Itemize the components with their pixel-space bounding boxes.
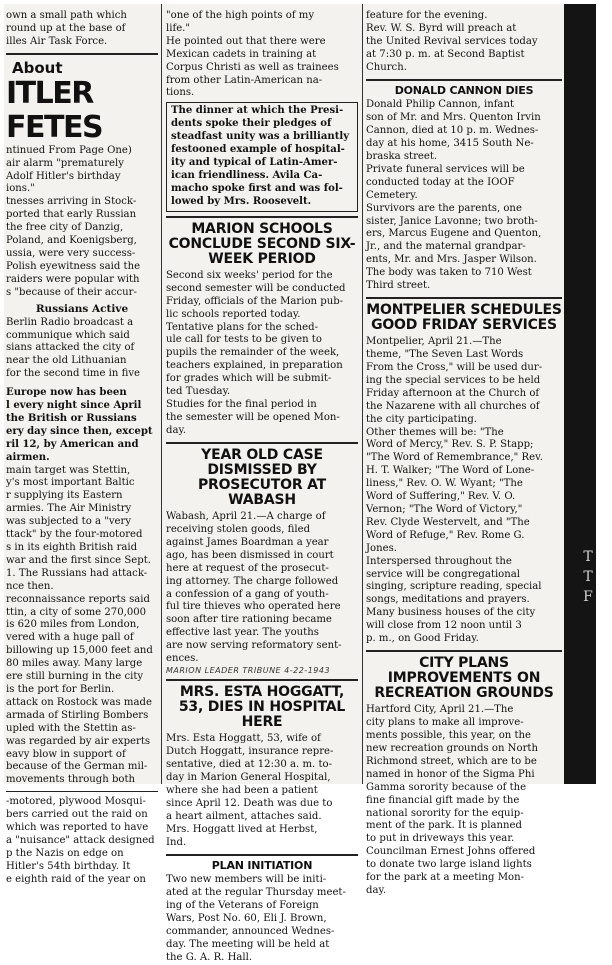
text-line: upled with the Stettin as- xyxy=(6,722,136,734)
text-line: for the second time in five xyxy=(6,368,141,380)
text-line: Polish eyewitness said the xyxy=(6,260,141,272)
text-line: He pointed out that there were xyxy=(166,35,326,47)
text-line: life." xyxy=(166,22,191,34)
col3-rule-3 xyxy=(366,650,562,652)
text-line: day. The meeting will be held at xyxy=(166,938,330,950)
text-line: Adolf Hitler's birthday xyxy=(6,170,121,182)
text-line: From the Cross," will be used dur- xyxy=(366,362,543,374)
text-line: y's most important Baltic xyxy=(6,477,135,489)
text-line: Wabash, April 21.—A charge of xyxy=(166,511,326,523)
col1-body-1 xyxy=(6,145,158,300)
col1-body-3 xyxy=(6,465,158,788)
text-line: teachers explained, in preparation xyxy=(166,360,343,372)
text-line: nce then. xyxy=(6,580,54,592)
text-line: ments possible, this year, on the xyxy=(366,730,532,742)
handwritten-source-note: MARION LEADER TRIBUNE 4-22-1943 xyxy=(166,666,331,676)
newspaper-clipping xyxy=(4,4,596,963)
text-line: eavy blow in support of xyxy=(6,748,126,760)
text-line: to put in driveways this year. xyxy=(366,833,515,845)
text-line: round up at the base of xyxy=(6,22,126,34)
text-line: from other Latin-American na- xyxy=(166,74,323,86)
story-city-plans xyxy=(366,704,562,898)
text-line: Second six weeks' period for the xyxy=(166,269,333,281)
text-line: for the park at a meeting Mon- xyxy=(366,872,525,884)
text-line: which was reported to have xyxy=(6,822,149,834)
col2-top-text xyxy=(166,10,358,100)
text-line: ere still burning in the city xyxy=(6,671,144,683)
text-line: since April 12. Death was due to xyxy=(166,797,333,809)
text-line: ule call for tests to be given to xyxy=(166,334,322,346)
scan-edge-dark-bar xyxy=(564,4,596,784)
text-line: Rev. W. S. Byrd will preach at xyxy=(366,22,517,34)
text-line: Berlin Radio broadcast a xyxy=(6,316,134,328)
text-line: macho spoke first and was fol- xyxy=(171,182,343,194)
text-line: pupils the remainder of the week, xyxy=(166,347,340,359)
text-line: Gamma sorority because of the xyxy=(366,781,527,793)
text-line: Donald Philip Cannon, infant xyxy=(366,99,515,111)
text-line: ussia, were very success- xyxy=(6,247,136,259)
col2-boxed-text xyxy=(171,105,353,208)
text-line: reconnaissance reports said xyxy=(6,593,150,605)
text-line: raiders were popular with xyxy=(6,273,140,285)
text-line: singing, scripture reading, special xyxy=(366,581,542,593)
text-line: The body was taken to 710 West xyxy=(366,267,532,279)
text-line: armies. The Air Ministry xyxy=(6,503,132,515)
text-line: braska street. xyxy=(366,151,438,163)
text-line: Mexican cadets in training at xyxy=(166,48,317,60)
text-line: Hartford City, April 21.—The xyxy=(366,704,514,716)
text-line: ril 12, by American and xyxy=(6,438,139,450)
text-line: sentative, died at 12:30 a. m. to- xyxy=(166,759,332,771)
text-line: s in its eighth British raid xyxy=(6,542,138,553)
text-line: Ind. xyxy=(166,836,187,848)
text-line: movements through both xyxy=(6,774,136,786)
text-line: Other themes will be: "The xyxy=(366,426,504,438)
text-line: Cemetery. xyxy=(366,189,418,201)
text-line: the city participating. xyxy=(366,413,477,425)
text-line: songs, meditations and prayers. xyxy=(366,594,530,606)
text-line: ful tire thieves who operated here xyxy=(166,601,341,613)
text-line: was subjected to a "very xyxy=(6,516,132,528)
text-line: Word of Suffering," Rev. V. O. xyxy=(366,491,516,503)
headline-montpelier: MONTPELIER SCHEDULES GOOD FRIDAY SERVICES xyxy=(366,302,562,334)
column-divider-1 xyxy=(161,4,162,784)
text-line: Friday afternoon at the Church of xyxy=(366,387,540,399)
col2-rule-4 xyxy=(166,854,358,856)
col1-body-2 xyxy=(6,317,158,382)
column-divider-2 xyxy=(362,4,363,784)
story-marion-schools xyxy=(166,270,358,438)
text-line: Word of Refuge," Rev. Rome G. xyxy=(366,529,525,541)
text-line: festooned example of hospital- xyxy=(171,144,345,156)
text-line: sister, Janice Lavonne; two broth- xyxy=(366,215,538,227)
text-line: 80 miles away. Many large xyxy=(6,658,143,670)
col1-rule xyxy=(6,53,158,55)
text-line: is the port for Berlin. xyxy=(6,683,115,695)
text-line: effective last year. The youths xyxy=(166,627,319,639)
text-line: Vernon; "The Word of Victory," xyxy=(366,504,523,515)
text-line: ers, Marcus Eugene and Quenton, xyxy=(366,228,542,240)
text-line: l every night since April xyxy=(6,400,142,412)
text-line: the British or Russians xyxy=(6,412,137,424)
text-line: Europe now has been xyxy=(6,387,127,399)
text-line: ttack" by the four-motored xyxy=(6,529,143,541)
col3-rule-1 xyxy=(366,79,562,81)
text-line: ions." xyxy=(6,183,35,195)
text-line: war and the first since Sept. xyxy=(6,554,151,566)
text-line: r supplying its Eastern xyxy=(6,490,123,502)
text-line: near the old Lithuanian xyxy=(6,355,127,367)
text-line: soon after tire rationing became xyxy=(166,614,332,626)
text-line: 1. The Russians had attack- xyxy=(6,567,148,579)
text-line: against James Boardman a year xyxy=(166,536,329,548)
column-middle xyxy=(166,10,358,965)
text-line: Tentative plans for the sched- xyxy=(166,321,319,333)
column-hitler-fetes xyxy=(6,10,158,887)
text-line: Word of Mercy," Rev. S. P. Stapp; xyxy=(366,439,534,451)
text-line: was regarded by air experts xyxy=(6,735,151,747)
text-line: dents spoke their pledges of xyxy=(171,118,332,130)
text-line: main target was Stettin, xyxy=(6,464,131,476)
text-line: communique which said xyxy=(6,329,130,341)
text-line: ing of the Veterans of Foreign xyxy=(166,900,319,912)
text-line: at 7:30 p. m. at Second Baptist xyxy=(366,48,525,60)
text-line: Survivors are the parents, one xyxy=(366,202,522,214)
text-line: "The Word of Remembrance," Rev. xyxy=(366,452,543,464)
headline-marion-schools: MARION SCHOOLS CONCLUDE SECOND SIX-WEEK PERIOD xyxy=(168,220,356,267)
text-line: Mrs. Hoggatt lived at Herbst, xyxy=(166,823,318,835)
text-line: attack on Rostock was made xyxy=(6,696,152,708)
text-line: Interspersed throughout the xyxy=(366,555,512,567)
text-line: ttin, a city of some 270,000 xyxy=(6,606,147,618)
text-line: Montpelier, April 21.—The xyxy=(366,336,502,348)
text-line: s "because of their accur- xyxy=(6,286,137,298)
story-donald-cannon xyxy=(366,99,562,293)
text-line: H. T. Walker; "The Word of Lone- xyxy=(366,465,535,477)
text-line: illes Air Task Force. xyxy=(6,35,108,47)
text-line: ican friendliness. Avila Ca- xyxy=(171,169,323,181)
headline-donald-cannon: DONALD CANNON DIES xyxy=(394,83,534,97)
col1-body-4 xyxy=(6,796,158,886)
col3-top-text xyxy=(366,10,562,75)
text-line: theme, "The Seven Last Words xyxy=(366,349,524,361)
text-line: ago, has been dismissed in court xyxy=(166,549,334,561)
text-line: Many business houses of the city xyxy=(366,607,536,619)
bleed-glyph: T xyxy=(583,549,593,565)
text-line: p. m., on Good Friday. xyxy=(366,633,479,645)
text-line: a "nuisance" attack designed xyxy=(6,834,155,846)
bleed-glyph: F xyxy=(583,589,593,605)
text-line: sians attacked the city of xyxy=(6,342,135,354)
text-line: where she had been a patient xyxy=(166,784,318,796)
text-line: the semester will be opened Mon- xyxy=(166,411,340,423)
text-line: the G. A. R. Hall. xyxy=(166,951,253,963)
text-line: e eighth raid of the year on xyxy=(6,873,146,885)
headline-plan-initiation: PLAN INITIATION xyxy=(211,858,313,872)
text-line: Church. xyxy=(366,61,407,73)
text-line: new recreation grounds on North xyxy=(366,743,538,755)
text-line: Studies for the final period in xyxy=(166,398,317,410)
text-line: fine financial gift made by the xyxy=(366,794,520,806)
text-line: billowing up 15,000 feet and xyxy=(6,645,153,657)
text-line: Corpus Christi as well as trainees xyxy=(166,61,339,73)
text-line: the Nazarene with all churches of xyxy=(366,400,540,412)
text-line: a heart ailment, attaches said. xyxy=(166,810,322,822)
col3-rule-2 xyxy=(366,297,562,299)
text-line: day at his home, 3415 South Ne- xyxy=(366,138,534,150)
text-line: named in honor of the Sigma Phi xyxy=(366,768,535,780)
col2-rule-3 xyxy=(166,679,358,681)
text-line: to donate two large island lights xyxy=(366,859,532,871)
text-line: airmen. xyxy=(6,451,50,463)
text-line: liness," Rev. O. W. Wyant; "The xyxy=(366,478,523,490)
text-line: is 620 miles from London, xyxy=(6,619,140,631)
story-hoggatt xyxy=(166,733,358,849)
text-line: Private funeral services will be xyxy=(366,163,525,175)
text-line: a confession of a gang of youth- xyxy=(166,588,329,600)
text-line: because of the German mil- xyxy=(6,761,148,773)
story-wabash-case xyxy=(166,511,358,666)
text-line: Hitler's 54th birthday. It xyxy=(6,860,131,872)
text-line: son of Mr. and Mrs. Quenton Irvin xyxy=(366,112,541,124)
text-line: ntinued From Page One) xyxy=(6,144,132,156)
text-line: day. xyxy=(366,884,387,896)
text-line: armada of Stirling Bombers xyxy=(6,709,149,721)
text-line: here at request of the prosecut- xyxy=(166,562,329,574)
text-line: -motored, plywood Mosqui- xyxy=(6,796,146,808)
text-line: ported that early Russian xyxy=(6,209,137,221)
text-line: ted Tuesday. xyxy=(166,386,231,398)
bleed-glyph: T xyxy=(583,569,593,585)
text-line: ing attorney. The charge followed xyxy=(166,575,339,587)
text-line: bers carried out the raid on xyxy=(6,809,148,821)
col1-bold-paragraph xyxy=(6,387,158,464)
text-line: ment of the park. It is planned xyxy=(366,820,522,832)
col1-top-text xyxy=(6,10,158,49)
text-line: for grades which will be submit- xyxy=(166,373,332,385)
text-line: The dinner at which the Presi- xyxy=(171,105,344,117)
text-line: Wars, Post No. 60, Eli J. Brown, xyxy=(166,913,327,925)
story-plan-initiation xyxy=(166,874,358,964)
text-line: day. xyxy=(166,424,187,436)
text-line: ated at the regular Thursday meet- xyxy=(166,887,346,899)
text-line: Richmond street, which are to be xyxy=(366,755,537,767)
text-line: the free city of Danzig, xyxy=(6,222,124,234)
text-line: commander, announced Wednes- xyxy=(166,926,335,937)
headline-hoggatt-dies: MRS. ESTA HOGGATT, 53, DIES IN HOSPITAL HERE xyxy=(178,684,346,731)
headline-city-plans: CITY PLANS IMPROVEMENTS ON RECREATION GROUNDS xyxy=(374,654,554,702)
text-line: Third street. xyxy=(366,280,431,292)
text-line: service will be congregational xyxy=(366,568,520,580)
text-line: lic schools reported today. xyxy=(166,308,301,320)
text-line: city plans to make all improve- xyxy=(366,717,524,729)
col1-about-label: About xyxy=(12,58,63,77)
text-line: receiving stolen goods, filed xyxy=(166,524,311,536)
text-line: Councilman Ernest Johns offered xyxy=(366,846,536,858)
text-line: are now serving reformatory sent- xyxy=(166,640,342,652)
text-line: feature for the evening. xyxy=(366,10,488,21)
text-line: own a small path which xyxy=(6,10,127,21)
text-line: ing the special services to be held xyxy=(366,374,541,386)
text-line: ents, Mr. and Mrs. Jasper Wilson. xyxy=(366,254,537,266)
text-line: Jones. xyxy=(366,542,397,554)
text-line: Friday, officials of the Marion pub- xyxy=(166,295,344,307)
text-line: ery day since then, except xyxy=(6,425,153,437)
text-line: Mrs. Esta Hoggatt, 53, wife of xyxy=(166,733,321,745)
text-line: tions. xyxy=(166,87,195,99)
text-line: national sorority for the equip- xyxy=(366,807,524,819)
text-line: conducted today at the IOOF xyxy=(366,176,515,188)
text-line: second semester will be conducted xyxy=(166,282,346,294)
text-line: the United Revival services today xyxy=(366,35,538,47)
text-line: Dutch Hoggatt, insurance repre- xyxy=(166,746,334,758)
column-right xyxy=(366,10,562,898)
col2-rule-2 xyxy=(166,442,358,444)
text-line: ences. xyxy=(166,653,199,665)
text-line: Two new members will be initi- xyxy=(166,874,327,886)
text-line: steadfast unity was a brilliantly xyxy=(171,131,350,143)
text-line: Jr., and the maternal grandpar- xyxy=(366,241,526,253)
text-line: Cannon, died at 10 p. m. Wednes- xyxy=(366,125,539,137)
story-montpelier xyxy=(366,336,562,646)
text-line: Poland, and Koenigsberg, xyxy=(6,235,137,247)
text-line: vered with a huge pall of xyxy=(6,632,134,644)
text-line: day in Marion General Hospital, xyxy=(166,772,331,784)
col2-rule-1 xyxy=(166,216,358,218)
text-line: Rev. Clyde Westervelt, and "The xyxy=(366,516,530,528)
col1-headline: ITLER FETES xyxy=(6,75,103,145)
text-line: will close from 12 noon until 3 xyxy=(366,620,522,632)
text-line: ity and typical of Latin-Amer- xyxy=(171,156,338,168)
text-line: air alarm "prematurely xyxy=(6,157,124,169)
col1-subhead-russians: Russians Active xyxy=(35,302,129,315)
text-line: p the Nazis on edge on xyxy=(6,847,124,859)
text-line: tnesses arriving in Stock- xyxy=(6,196,137,208)
text-line: lowed by Mrs. Roosevelt. xyxy=(171,195,312,207)
text-line: "one of the high points of my xyxy=(166,10,315,21)
col2-boxed-paragraph xyxy=(166,102,358,211)
col1-rule-2 xyxy=(6,791,158,792)
headline-wabash-case: YEAR OLD CASE DISMISSED BY PROSECUTOR AT WABASH xyxy=(197,446,327,509)
